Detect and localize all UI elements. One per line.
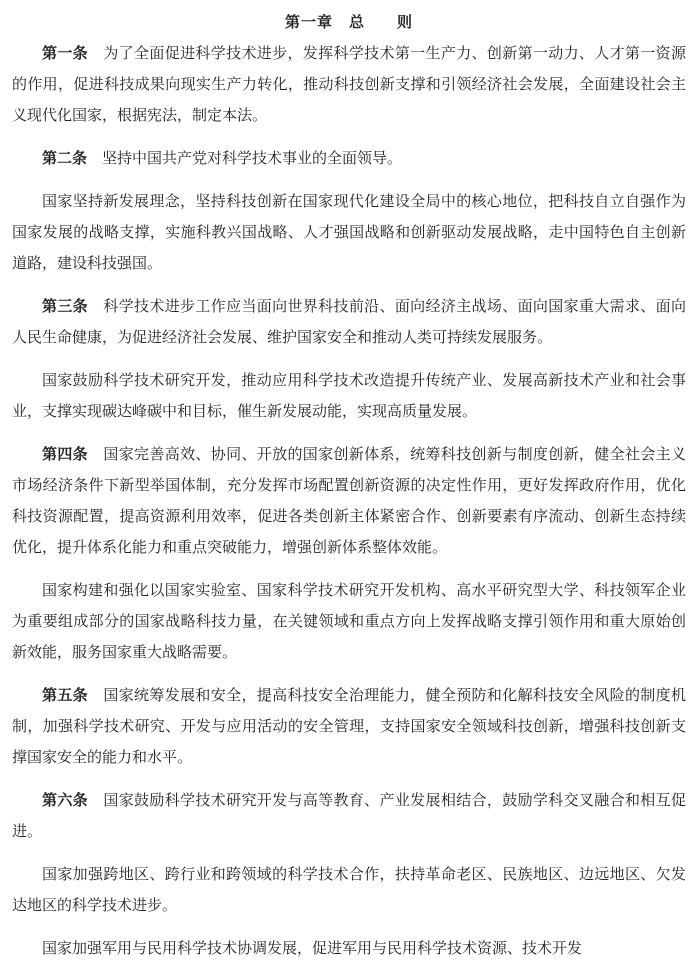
paragraph-text: 国家鼓励科学技术研究开发，推动应用科学技术改造提升传统产业、发展高新技术产业和社会事业，支撑实现碳达峰碳中和目标，催生新发展动能，实现高质量发展。 [12,371,686,420]
paragraph-article-1 [12,38,686,131]
paragraph-article-6-clause-2 [12,859,686,921]
article-number: 第四条 [42,445,89,463]
paragraph-article-4-clause-2 [12,575,686,668]
article-number: 第六条 [42,791,89,809]
paragraph-text: 国家构建和强化以国家实验室、国家科学技术研究开发机构、高水平研究型大学、科技领军企业为重要组成部分的国家战略科技力量，在关键领域和重点方向上发挥战略支撑引领作用和重大原始创新效能，服务国家重大战略需要。 [12,581,686,661]
paragraph-text: 国家加强军用与民用科学技术协调发展，促进军用与民用科学技术资源、技术开发 [42,939,583,957]
paragraph-text: 国家完善高效、协同、开放的国家创新体系，统筹科技创新与制度创新，健全社会主义市场经济条件下新型举国体制，充分发挥市场配置创新资源的决定性作用，更好发挥政府作用，优化科技资源配置，提高资源利用效率，促进各类创新主体紧密合作、创新要素有序流动、创新生态持续优化，提升体系化能力和重点突破能力，增强创新体系整体效能。 [12,445,686,556]
paragraph-text: 国家鼓励科学技术研究开发与高等教育、产业发展相结合，鼓励学科交叉融合和相互促进。 [12,791,686,840]
paragraph-text: 国家统筹发展和安全，提高科技安全治理能力，健全预防和化解科技安全风险的制度机制，加强科学技术研究、开发与应用活动的安全管理，支持国家安全领域科技创新，增强科技创新支撑国家安全的能力和水平。 [12,686,686,766]
paragraph-article-3 [12,291,686,353]
paragraph-text: 为了全面促进科学技术进步，发挥科学技术第一生产力、创新第一动力、人才第一资源的作用，促进科技成果向现实生产力转化，推动科技创新支撑和引领经济社会发展，全面建设社会主义现代化国家，根据宪法，制定本法。 [12,44,686,124]
paragraph-text: 国家坚持新发展理念，坚持科技创新在国家现代化建设全局中的核心地位，把科技自立自强作为国家发展的战略支撑，实施科教兴国战略、人才强国战略和创新驱动发展战略，走中国特色自主创新道路，建设科技强国。 [12,192,686,272]
article-number: 第五条 [42,686,89,704]
paragraph-article-6-clause-3 [12,933,686,964]
paragraph-article-2-clause-2 [12,186,686,279]
article-number: 第一条 [42,44,89,62]
paragraph-text: 坚持中国共产党对科学技术事业的全面领导。 [102,149,403,167]
paragraph-article-4 [12,439,686,563]
paragraph-text: 科学技术进步工作应当面向世界科技前沿、面向经济主战场、面向国家重大需求、面向人民生命健康，为促进经济社会发展、维护国家安全和推动人类可持续发展服务。 [12,297,686,346]
paragraph-article-5 [12,680,686,773]
chapter-title: 第一章 总 则 [284,13,413,31]
paragraph-article-2 [12,143,686,174]
paragraph-article-3-clause-2 [12,365,686,427]
paragraph-article-6 [12,785,686,847]
paragraph-text: 国家加强跨地区、跨行业和跨领域的科学技术合作，扶持革命老区、民族地区、边远地区、欠发达地区的科学技术进步。 [12,865,686,914]
article-number: 第二条 [42,149,88,167]
article-number: 第三条 [42,297,89,315]
